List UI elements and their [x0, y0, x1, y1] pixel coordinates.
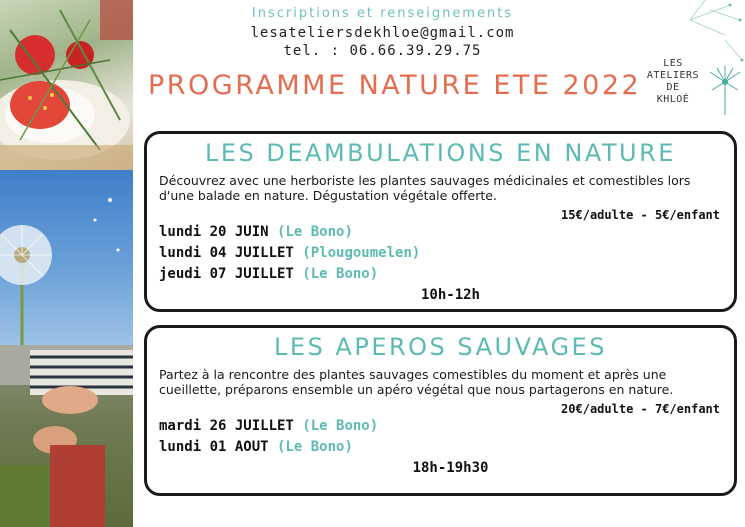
date-place: (Plougoumelen) [302, 245, 421, 261]
event-description: Partez à la rencontre des plantes sauvages comestibles du moment et après une cueillette, préparons ensemble un apéro végétal que nous partagerons en nature. [159, 367, 674, 397]
event-price: 20€/adulte - 7€/enfant [561, 402, 720, 416]
logo [630, 0, 745, 118]
date-text: jeudi 07 JUILLET [159, 266, 294, 282]
event-date [159, 243, 722, 264]
event-date [159, 222, 722, 243]
date-place: (Le Bono) [277, 439, 353, 455]
hands-seeds-photo [0, 345, 133, 527]
date-text: lundi 04 JUILLET [159, 245, 294, 261]
dandelion-sky-photo [0, 170, 133, 345]
logo-line-3: KHLOÉ [656, 94, 690, 105]
event-card-deambulations [144, 131, 737, 312]
event-time: 18h-19h30 [412, 460, 489, 476]
date-place: (Le Bono) [277, 224, 353, 240]
date-place: (Le Bono) [302, 418, 379, 434]
event-title: LES DEAMBULATIONS EN NATURE [205, 139, 676, 167]
contact-header [140, 6, 625, 59]
event-title: LES APEROS SAUVAGES [274, 333, 607, 361]
date-place: (Le Bono) [302, 266, 379, 282]
event-description: Découvrez avec une herboriste les plantes sauvages médicinales et comestibles lors d'une balade en nature. Dégustation végétale offerte. [159, 173, 691, 203]
phone-number[interactable]: tel. : 06.66.39.29.75 [283, 43, 482, 59]
event-date [159, 416, 722, 437]
page-title: PROGRAMME NATURE ETE 2022 [148, 70, 642, 101]
email-link[interactable]: lesateliersdekhloe@gmail.com [250, 25, 515, 41]
subtitle: Inscriptions et renseignements [251, 6, 514, 21]
logo-text [638, 58, 708, 106]
event-time: 10h-12h [420, 287, 480, 303]
logo-line-2: DE [666, 82, 680, 93]
date-text: mardi 26 JUILLET [159, 418, 294, 434]
strawberry-salad-photo [0, 0, 133, 170]
date-text: lundi 20 JUIN [159, 224, 269, 240]
logo-line-1: LES ATELIERS [646, 58, 700, 81]
date-text: lundi 01 AOUT [159, 439, 269, 455]
event-date [159, 264, 722, 285]
event-date [159, 437, 722, 458]
event-card-aperos [144, 325, 737, 496]
event-price: 15€/adulte - 5€/enfant [561, 208, 720, 222]
